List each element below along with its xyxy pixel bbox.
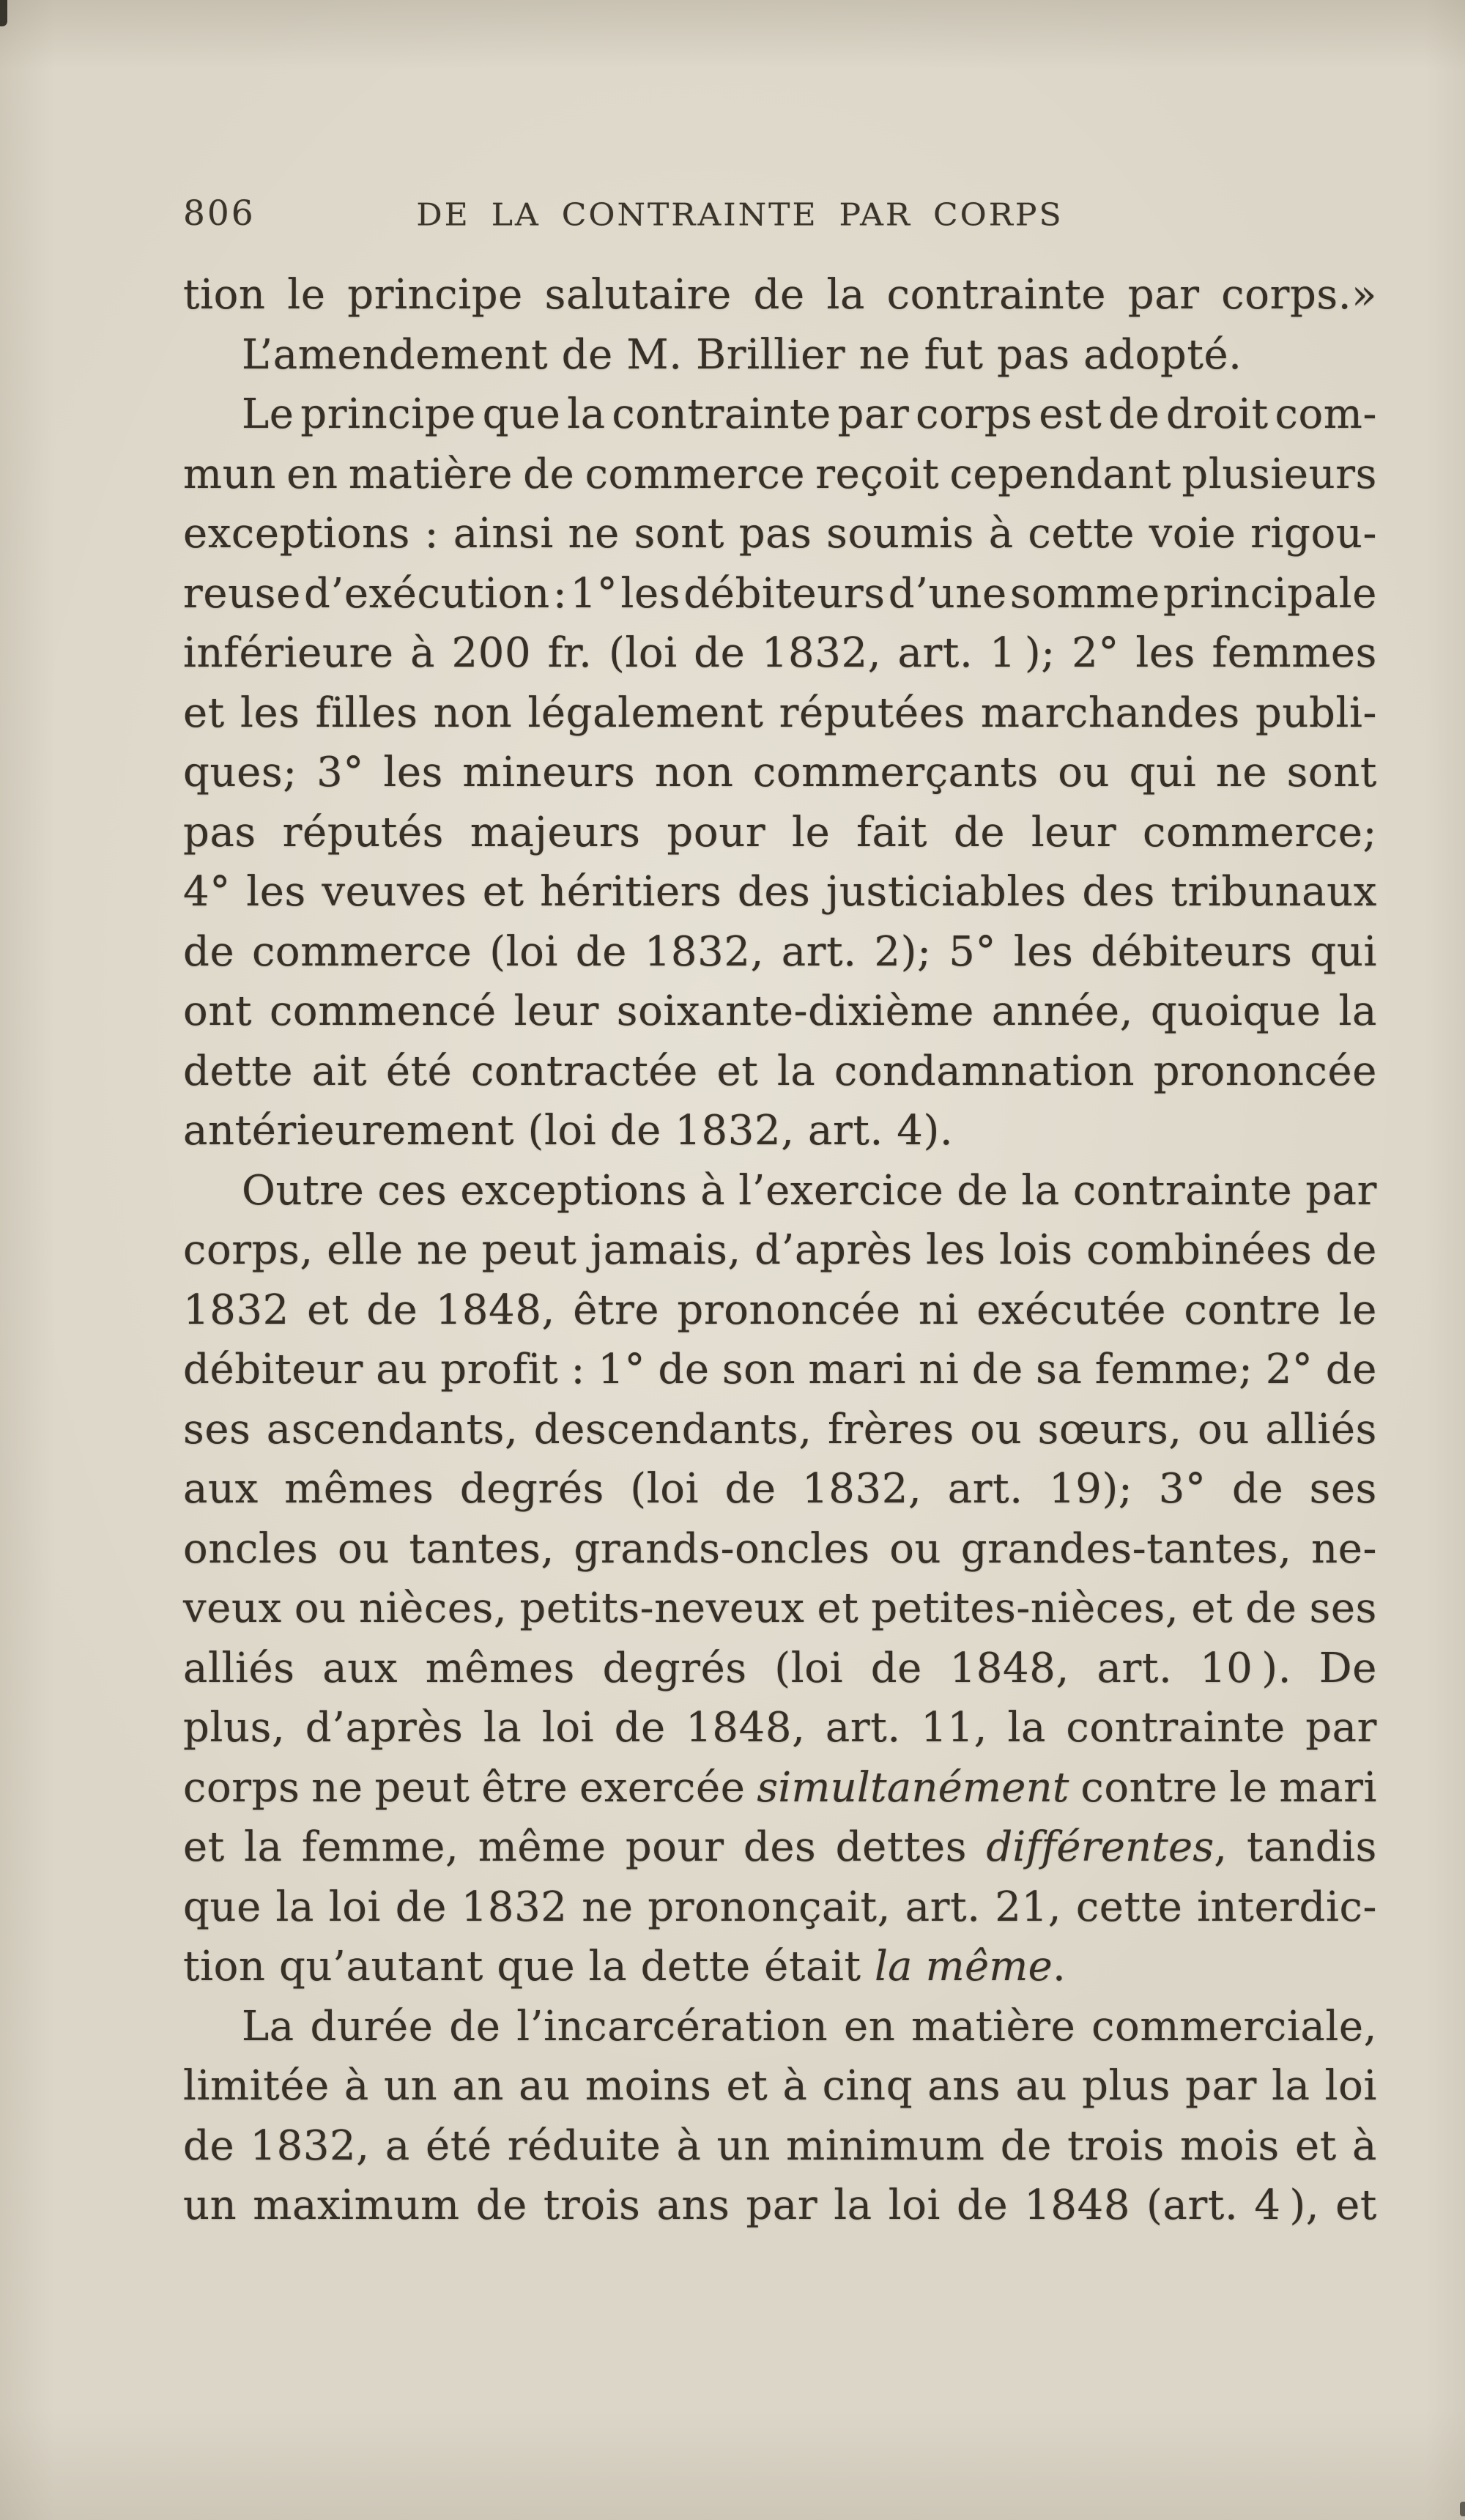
text-line bbox=[183, 982, 1377, 1042]
text-line bbox=[183, 1817, 1377, 1878]
text-line bbox=[183, 2116, 1377, 2176]
text-line bbox=[183, 504, 1377, 564]
text-line-content: Le principe que la contrainte par corps est de droit com- bbox=[242, 390, 1377, 438]
text-line-content: tion qu’autant que la dette était la même. bbox=[183, 1943, 1067, 1990]
text-line-content: un maximum de trois ans par la loi de 1848 (art. 4 ), et bbox=[183, 2182, 1377, 2229]
text-line-content: corps ne peut être exercée simultanément contre le mari bbox=[183, 1763, 1377, 1812]
text-line-content: 4° les veuves et héritiers des justiciables des tribunaux bbox=[183, 868, 1377, 916]
text-line-content: 1832 et de 1848, être prononcée ni exécutée contre le bbox=[183, 1286, 1377, 1334]
text-line bbox=[183, 1400, 1377, 1460]
text-line-content: exceptions : ainsi ne sont pas soumis à cette voie rigou- bbox=[183, 510, 1377, 557]
text-line-content: dette ait été contractée et la condamnation prononcée bbox=[183, 1047, 1377, 1095]
text-line-content: plus, d’après la loi de 1848, art. 11, la contrainte par bbox=[183, 1704, 1377, 1752]
text-line-content: veux ou nièces, petits-neveux et petites-nièces, et de ses bbox=[183, 1585, 1377, 1632]
running-title: DE LA CONTRAINTE PAR CORPS bbox=[416, 197, 1064, 233]
text-line-content: oncles ou tantes, grands-oncles ou grandes-tantes, ne- bbox=[183, 1524, 1377, 1573]
text-line-content: ques; 3° les mineurs non commerçants ou qui ne sont bbox=[183, 749, 1377, 796]
text-line-content: pas réputés majeurs pour le fait de leur commerce; bbox=[183, 808, 1377, 856]
text-line bbox=[183, 743, 1377, 803]
text-line bbox=[183, 2176, 1377, 2236]
text-line-content: et la femme, même pour des dettes différentes, tandis bbox=[183, 1823, 1377, 1871]
text-line bbox=[183, 862, 1377, 922]
text-line bbox=[183, 325, 1377, 385]
text-line bbox=[183, 1459, 1377, 1519]
text-line bbox=[183, 445, 1377, 505]
text-line bbox=[183, 1758, 1377, 1818]
page-number: 806 bbox=[183, 193, 256, 234]
scan-edge-artifact-icon bbox=[1460, 2502, 1465, 2516]
text-line bbox=[183, 1161, 1377, 1221]
text-line-content: inférieure à 200 fr. (loi de 1832, art. 1 ); 2° les femmes bbox=[183, 629, 1377, 677]
text-line-content: Outre ces exceptions à l’exercice de la contrainte par bbox=[242, 1166, 1377, 1215]
text-line bbox=[183, 623, 1377, 683]
text-line bbox=[183, 1579, 1377, 1639]
text-line bbox=[183, 1042, 1377, 1102]
text-line bbox=[183, 1281, 1377, 1341]
text-line bbox=[183, 1878, 1377, 1938]
text-line-content: et les filles non légalement réputées marchandes publi- bbox=[183, 689, 1377, 737]
text-line-content: ont commencé leur soixante-dixième année, quoique la bbox=[183, 987, 1377, 1035]
text-line-content: mun en matière de commerce reçoit cependant plusieurs bbox=[183, 450, 1377, 498]
text-line bbox=[183, 1519, 1377, 1579]
text-line bbox=[183, 803, 1377, 863]
text-line bbox=[183, 385, 1377, 445]
text-line-content: tion le principe salutaire de la contrainte par corps.» bbox=[183, 271, 1377, 319]
text-line bbox=[183, 1101, 1377, 1161]
text-line bbox=[183, 1220, 1377, 1281]
text-line bbox=[183, 2056, 1377, 2116]
text-line bbox=[183, 1639, 1377, 1699]
text-line-content: débiteur au profit : 1° de son mari ni de sa femme; 2° de bbox=[183, 1346, 1377, 1393]
text-line-content: que la loi de 1832 ne prononçait, art. 21, cette interdic- bbox=[183, 1883, 1377, 1931]
page-header bbox=[183, 185, 1377, 242]
text-line-content: antérieurement (loi de 1832, art. 4). bbox=[183, 1107, 954, 1155]
text-line-content: reuse d’exécution : 1° les débiteurs d’une somme principale bbox=[183, 569, 1377, 618]
text-line-content: alliés aux mêmes degrés (loi de 1848, art. 10 ). De bbox=[183, 1644, 1377, 1692]
text-line-content: L’amendement de M. Brillier ne fut pas adopté. bbox=[242, 330, 1242, 379]
text-line-content: La durée de l’incarcération en matière commerciale, bbox=[242, 2002, 1377, 2050]
text-line bbox=[183, 683, 1377, 744]
text-line bbox=[183, 265, 1377, 325]
text-line bbox=[183, 1997, 1377, 2057]
text-line bbox=[183, 1698, 1377, 1758]
text-line-content: ses ascendants, descendants, frères ou sœurs, ou alliés bbox=[183, 1405, 1377, 1453]
page-body bbox=[183, 265, 1377, 2236]
text-line bbox=[183, 922, 1377, 982]
text-line-content: de commerce (loi de 1832, art. 2); 5° les débiteurs qui bbox=[183, 927, 1377, 976]
text-line-content: de 1832, a été réduite à un minimum de trois mois et à bbox=[183, 2121, 1377, 2170]
text-line-content: aux mêmes degrés (loi de 1832, art. 19); 3° de ses bbox=[183, 1465, 1377, 1513]
scan-edge-artifact-icon bbox=[0, 0, 7, 26]
text-line-content: limitée à un an au moins et à cinq ans au plus par la loi bbox=[183, 2062, 1377, 2110]
text-line-content: corps, elle ne peut jamais, d’après les lois combinées de bbox=[183, 1226, 1377, 1274]
text-line bbox=[183, 1340, 1377, 1400]
text-line bbox=[183, 1937, 1377, 1997]
text-line bbox=[183, 564, 1377, 624]
